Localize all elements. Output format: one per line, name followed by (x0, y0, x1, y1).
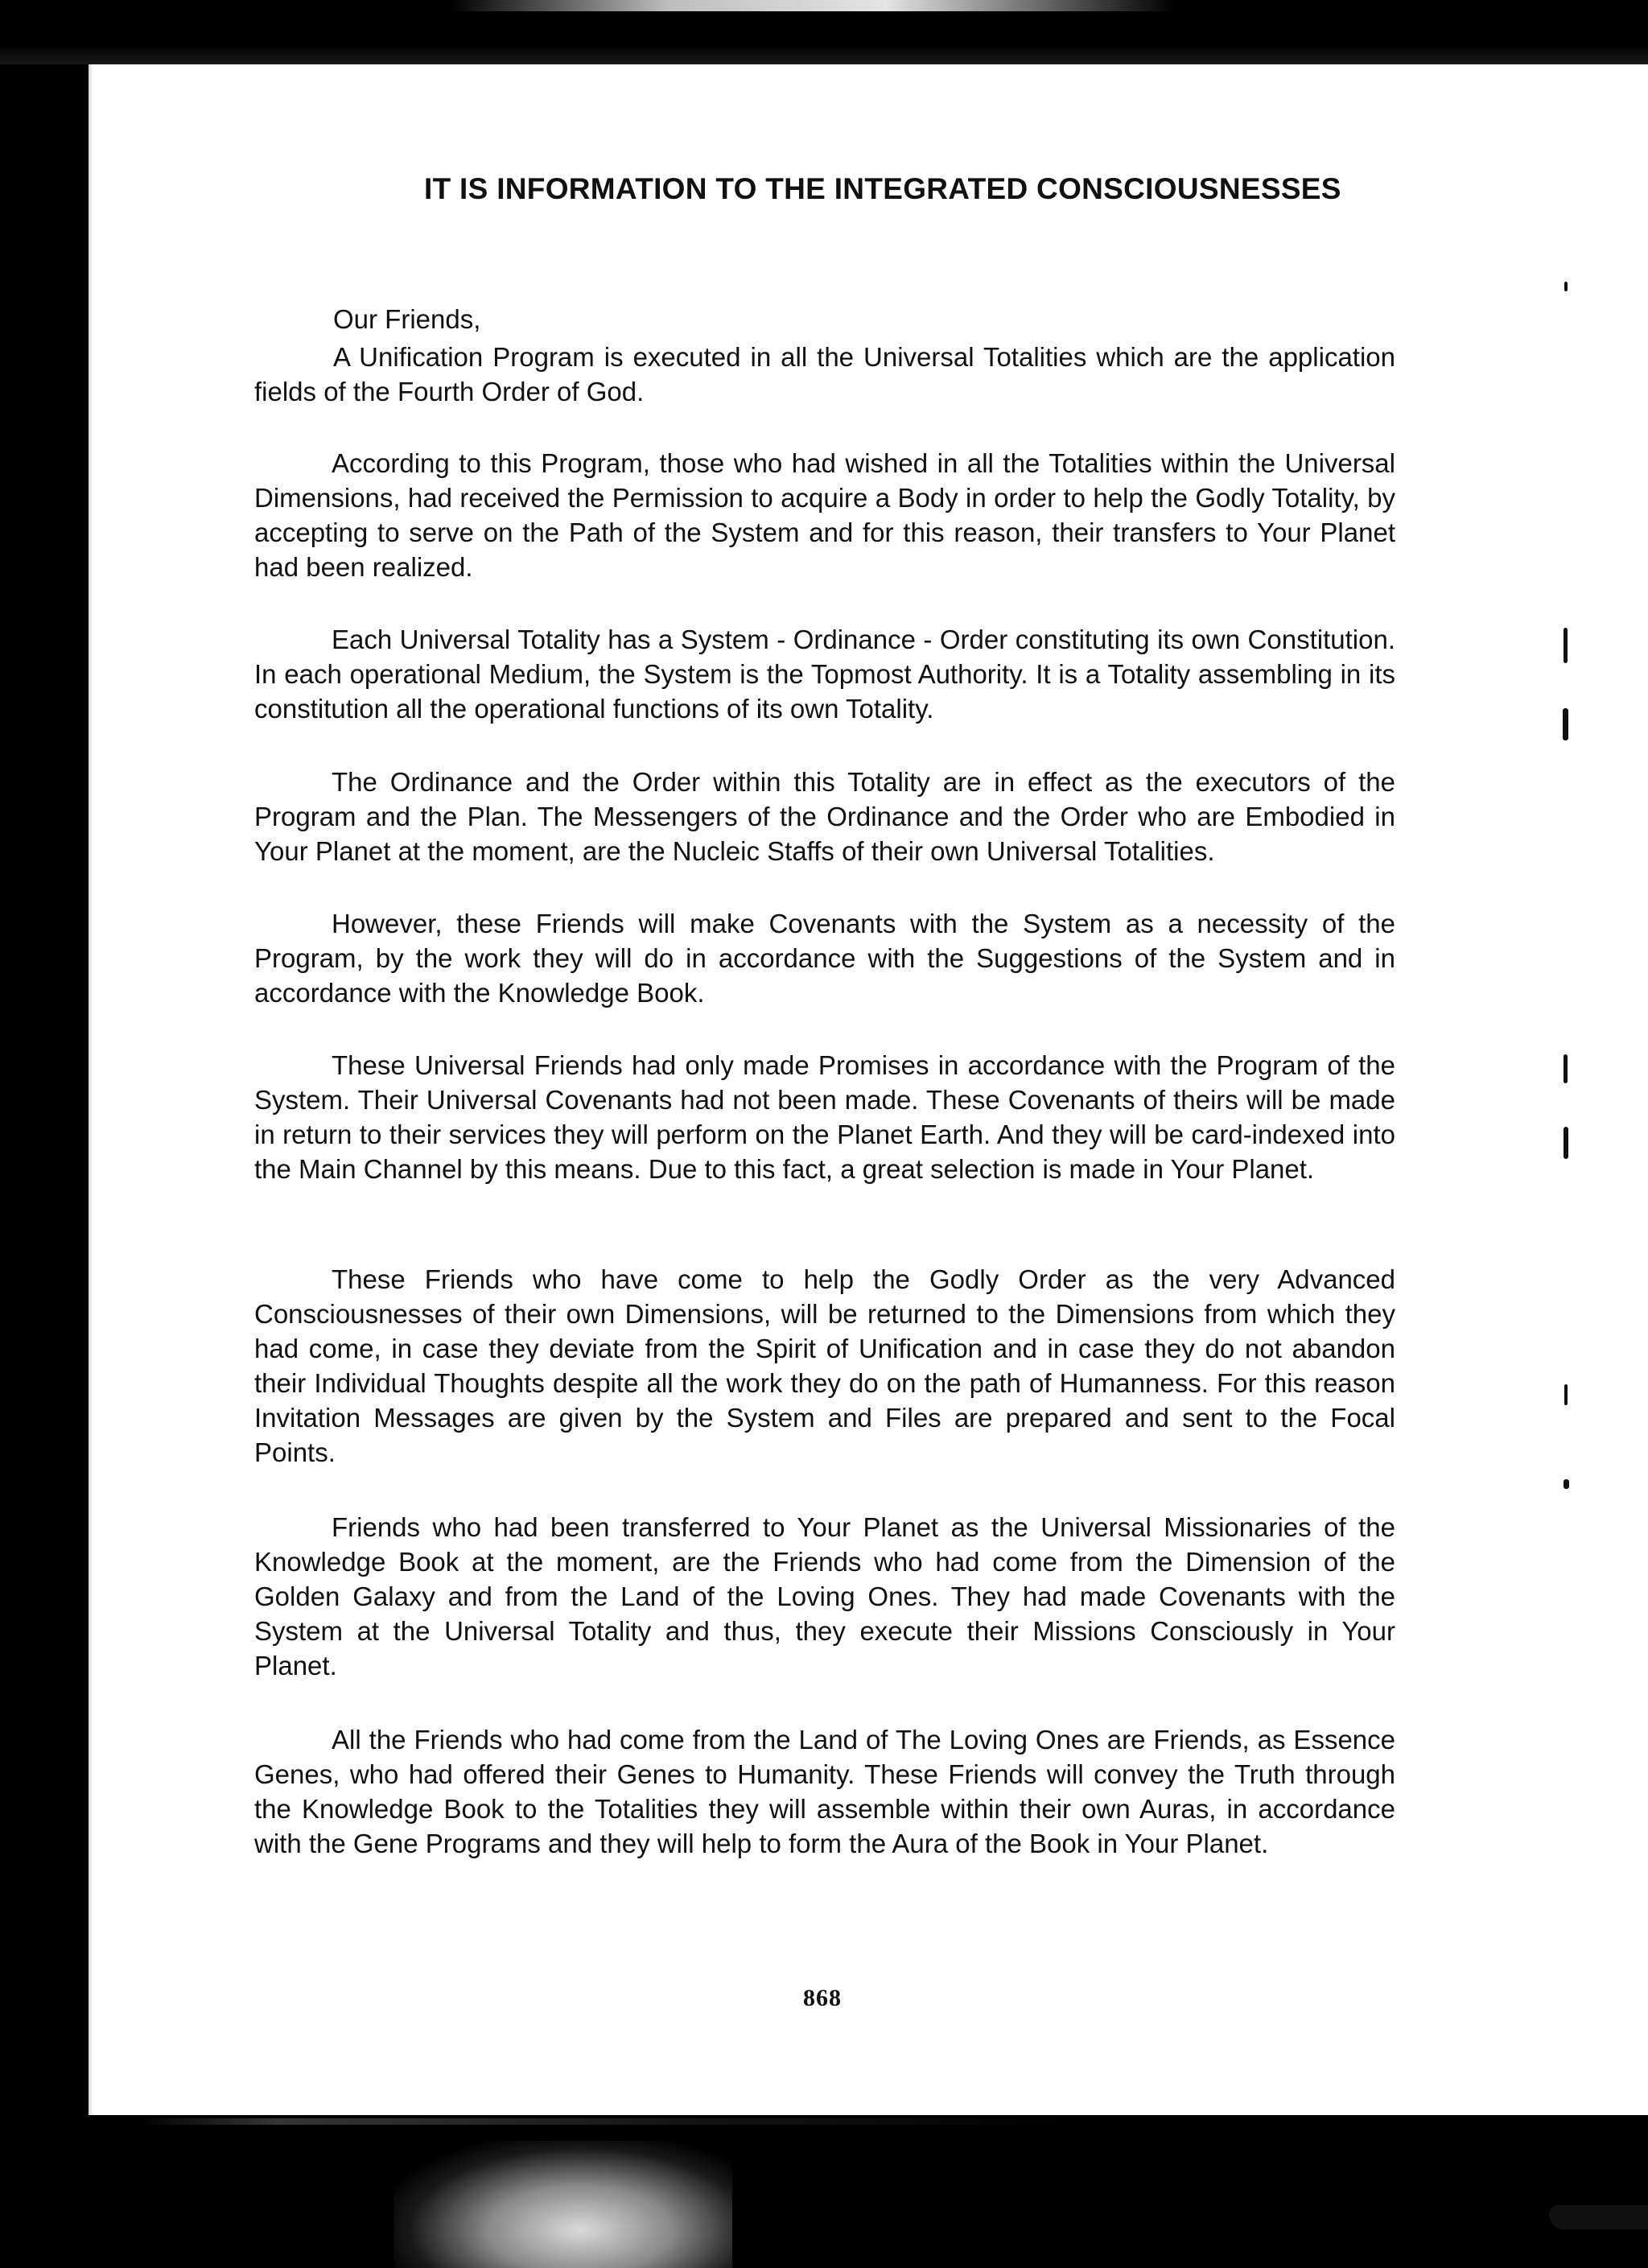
margin-mark (1564, 628, 1568, 663)
page-number: 868 (803, 1985, 842, 2011)
scan-bottom-line (137, 2118, 1078, 2125)
paragraph-6: These Universal Friends had only made Promises in accordance with the Program of the System. Their Universal Covenants had not been made. These Covenants of theirs will be made in return to their services they will perform on the Planet Earth. And they will be card-indexed into the Main Channel by this means. Due to this fact, a great selection is made in Your Planet. (254, 1050, 1395, 1184)
margin-mark (1564, 1127, 1568, 1159)
paragraph-5: However, these Friends will make Covenants with the System as a necessity of the Program, by the work they will do in accordance with the Suggestions of the System and in accordance with the Knowledge Book. (254, 909, 1395, 1008)
paragraph-4: The Ordinance and the Order within this Totality are in effect as the executors of the Program and the Plan. The Messengers of the Ordinance and the Order who are Embodied in Your Planet at the moment, are the Nucleic Staffs of their own Universal Totalities. (254, 767, 1395, 866)
margin-mark (1564, 1479, 1569, 1489)
scan-left-edge (89, 64, 93, 2115)
scan-bottom-smudge (394, 2141, 732, 2268)
document-title: IT IS INFORMATION TO THE INTEGRATED CONSCIOUSNESSES (424, 172, 1341, 205)
margin-mark (1564, 1054, 1568, 1083)
paragraph-9: All the Friends who had come from the Land of The Loving Ones are Friends, as Essence Genes, who had offered their Genes to Humanity. These Friends will convey the Truth through the Knowledge Book to the Totalities they will assemble within their own Auras, in accordance with the Gene Programs and they will help to form the Aura of the Book in Your Planet. (254, 1725, 1395, 1858)
scan-bottom-border (0, 2115, 1648, 2268)
paragraph-3: Each Universal Totality has a System - Ordinance - Order constituting its own Constitution. In each operational Medium, the System is the Topmost Authority. It is a Totality assembling in its constitution all the operational functions of its own Totality. (254, 625, 1395, 724)
margin-mark (1564, 1384, 1568, 1405)
paragraph-2: According to this Program, those who had wished in all the Totalities within the Universal Dimensions, had received the Permission to acquire a Body in order to help the Godly Totality, by accepting to serve on the Path of the System and for this reason, their transfers to Your Planet had been realized. (254, 448, 1395, 582)
scan-top-streak (451, 0, 1175, 11)
margin-mark (1549, 2205, 1648, 2229)
margin-mark (1563, 708, 1568, 740)
paragraph-7: These Friends who have come to help the Godly Order as the very Advanced Consciousnesses of their own Dimensions, will be returned to the Dimensions from which they had come, in case they deviate from the Spirit of Unification and in case they do not abandon their Individual Thoughts despite all the work they do on the path of Humanness. For this reason Invitation Messages are given by the System and Files are prepared and sent to the Focal Points. (254, 1264, 1395, 1467)
salutation: Our Friends, (333, 304, 481, 334)
paragraph-1: A Unification Program is executed in all the Universal Totalities which are the application fields of the Fourth Order of God. (254, 342, 1395, 406)
paragraph-8: Friends who had been transferred to Your Planet as the Universal Missionaries of the Knowledge Book at the moment, are the Friends who had come from the Dimension of the Golden Galaxy and from the Land of the Loving Ones. They had made Covenants with the System at the Universal Totality and thus, they execute their Missions Consciously in Your Planet. (254, 1512, 1395, 1680)
margin-mark (1564, 282, 1568, 291)
